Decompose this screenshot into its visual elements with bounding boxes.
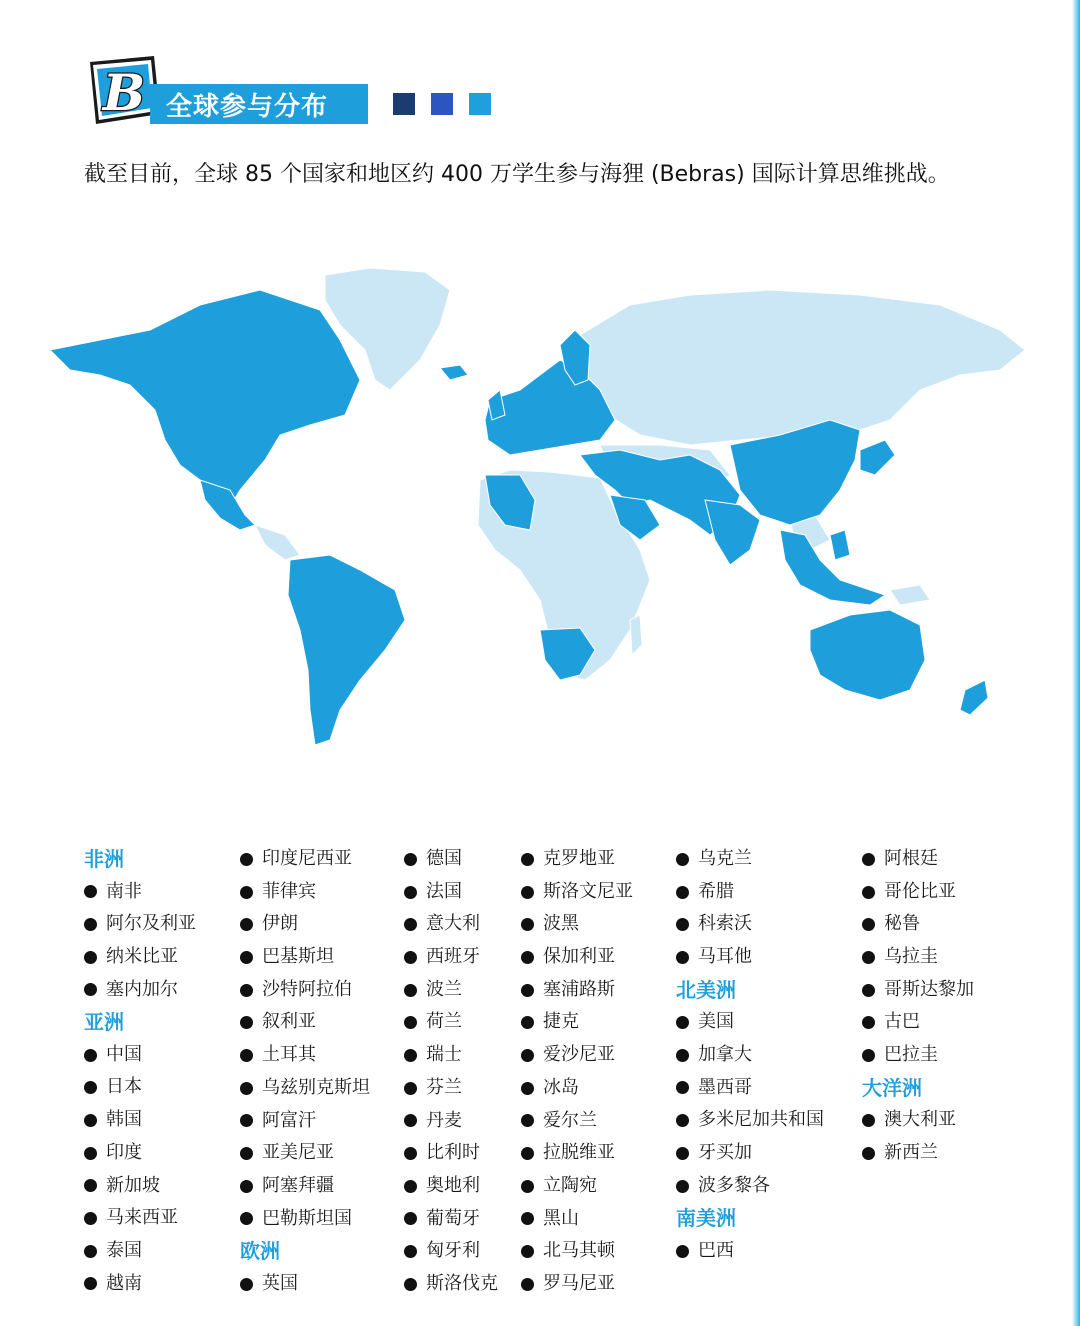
country-name: 斯洛伐克: [426, 1272, 498, 1294]
country-item: [404, 908, 498, 941]
map-region: [860, 440, 895, 475]
bullet-icon: [240, 1016, 253, 1029]
bullet-icon: [521, 1016, 534, 1029]
bullet-icon: [521, 1180, 534, 1193]
country-item: [676, 1104, 824, 1137]
country-item: [404, 843, 498, 876]
country-item: [240, 908, 370, 941]
region-heading: 欧洲: [240, 1239, 280, 1264]
bullet-icon: [862, 1016, 875, 1029]
bullet-icon: [862, 1049, 875, 1062]
country-name: 阿塞拜疆: [262, 1174, 334, 1196]
bullet-icon: [404, 1016, 417, 1029]
country-name: 秘鲁: [884, 913, 920, 935]
country-item: [84, 908, 196, 941]
country-name: 牙买加: [698, 1142, 752, 1163]
country-name: 丹麦: [426, 1109, 462, 1131]
bullet-icon: [84, 1245, 97, 1258]
country-name: 罗马尼亚: [543, 1272, 615, 1294]
list-column-2: [240, 843, 370, 1300]
country-item: [404, 1235, 498, 1268]
country-name: 奥地利: [426, 1174, 480, 1196]
map-region: [630, 615, 642, 655]
country-item: [240, 1203, 370, 1236]
country-item: [84, 1202, 196, 1235]
bullet-icon: [404, 1082, 417, 1095]
map-region: [810, 610, 925, 700]
country-name: 捷克: [543, 1011, 579, 1033]
bullet-icon: [240, 886, 253, 899]
map-region: [830, 530, 850, 560]
region-heading: 大洋洲: [862, 1075, 922, 1100]
bullet-icon: [84, 951, 97, 964]
bullet-icon: [676, 918, 689, 931]
bullet-icon: [84, 983, 97, 996]
country-item: [240, 876, 370, 909]
country-name: 法国: [426, 880, 462, 902]
country-item: [521, 1072, 633, 1105]
bullet-icon: [404, 1147, 417, 1160]
country-item: [240, 1170, 370, 1203]
bullet-icon: [676, 1147, 689, 1160]
country-name: 波黑: [543, 913, 579, 935]
region-heading: 亚洲: [84, 1010, 124, 1035]
country-name: 英国: [262, 1272, 298, 1294]
bullet-icon: [862, 984, 875, 997]
country-name: 伊朗: [262, 913, 298, 935]
country-name: 芬兰: [426, 1076, 462, 1098]
country-item: [404, 941, 498, 974]
country-name: 希腊: [698, 880, 734, 902]
country-name: 马来西亚: [106, 1207, 178, 1229]
country-item: [521, 941, 633, 974]
country-name: 菲律宾: [262, 880, 316, 902]
country-item: [521, 1268, 633, 1301]
country-item: [521, 1203, 633, 1236]
map-region: [890, 585, 930, 605]
bullet-icon: [84, 1049, 97, 1062]
bullet-icon: [240, 1147, 253, 1160]
country-name: 古巴: [884, 1011, 920, 1033]
country-item: [240, 1072, 370, 1105]
country-item: [862, 1006, 974, 1039]
bullet-icon: [84, 885, 97, 898]
country-name: 黑山: [543, 1207, 579, 1229]
country-name: 日本: [106, 1076, 142, 1098]
bullet-icon: [404, 1245, 417, 1258]
country-item: [676, 876, 824, 909]
map-region: [288, 555, 405, 745]
country-item: [84, 1268, 196, 1301]
country-name: 巴基斯坦: [262, 946, 334, 968]
bullet-icon: [521, 918, 534, 931]
country-item: [676, 1137, 824, 1170]
country-name: 中国: [106, 1043, 142, 1065]
section-title-banner: [150, 84, 368, 124]
country-name: 巴西: [698, 1239, 734, 1261]
bullet-icon: [676, 853, 689, 866]
bullet-icon: [521, 1212, 534, 1225]
bullet-icon: [862, 918, 875, 931]
country-name: 泰国: [106, 1239, 142, 1261]
country-item: [240, 1137, 370, 1170]
country-item: [404, 974, 498, 1007]
bullet-icon: [240, 1278, 253, 1291]
list-column-3: [404, 843, 498, 1301]
bullet-icon: [521, 1278, 534, 1291]
country-name: 阿富汗: [262, 1109, 316, 1131]
country-item: [84, 876, 196, 909]
country-item: [862, 1039, 974, 1072]
bullet-icon: [84, 1114, 97, 1127]
country-name: 西班牙: [426, 946, 480, 968]
country-name: 马耳他: [698, 946, 752, 968]
bullet-icon: [84, 1147, 97, 1160]
country-name: 塞浦路斯: [543, 978, 615, 1000]
bullet-icon: [521, 1245, 534, 1258]
map-region: [705, 500, 760, 565]
bullet-icon: [404, 853, 417, 866]
region-heading: 北美洲: [676, 977, 736, 1002]
country-item: [862, 974, 974, 1007]
country-item: [862, 908, 974, 941]
country-item: [521, 1137, 633, 1170]
country-name: 拉脱维亚: [543, 1142, 615, 1164]
bullet-icon: [240, 1114, 253, 1127]
bullet-icon: [676, 1016, 689, 1029]
right-edge-bar: [1072, 0, 1080, 1326]
country-name: 澳大利亚: [884, 1109, 956, 1131]
country-item: [240, 941, 370, 974]
country-item: [404, 1105, 498, 1138]
country-name: 塞内加尔: [106, 978, 178, 1000]
country-name: 新西兰: [884, 1142, 938, 1163]
bullet-icon: [240, 1049, 253, 1062]
bullet-icon: [84, 1277, 97, 1290]
country-name: 波多黎各: [698, 1174, 770, 1196]
bullet-icon: [521, 1049, 534, 1062]
country-name: 保加利亚: [543, 946, 615, 968]
square-light: [469, 93, 491, 115]
bullet-icon: [521, 1114, 534, 1127]
bullet-icon: [240, 853, 253, 866]
list-column-5: [676, 843, 824, 1268]
country-item: [404, 1137, 498, 1170]
country-item: [676, 1072, 824, 1105]
country-name: 乌克兰: [698, 848, 752, 869]
country-item: [84, 1104, 196, 1137]
country-item: [862, 1137, 974, 1170]
logo-letter: B: [102, 63, 146, 122]
country-name: 沙特阿拉伯: [262, 978, 352, 1000]
country-name: 乌兹别克斯坦: [262, 1076, 370, 1098]
list-column-4: [521, 843, 633, 1301]
country-name: 爱沙尼亚: [543, 1044, 615, 1066]
bullet-icon: [521, 951, 534, 964]
country-item: [521, 974, 633, 1007]
square-dark: [393, 93, 415, 115]
country-item: [521, 1039, 633, 1072]
country-name: 波兰: [426, 978, 462, 1000]
bullet-icon: [240, 984, 253, 997]
country-item: [240, 1006, 370, 1039]
country-item: [84, 1137, 196, 1170]
country-name: 南非: [106, 880, 142, 902]
country-item: [84, 974, 196, 1007]
country-name: 韩国: [106, 1109, 142, 1131]
bullet-icon: [521, 886, 534, 899]
country-item: [862, 876, 974, 909]
bullet-icon: [862, 886, 875, 899]
country-item: [84, 1071, 196, 1104]
country-item: [676, 1039, 824, 1072]
bullet-icon: [676, 1049, 689, 1062]
bullet-icon: [521, 853, 534, 866]
country-name: 北马其顿: [543, 1240, 615, 1262]
country-item: [240, 1039, 370, 1072]
country-name: 阿尔及利亚: [106, 913, 196, 935]
country-name: 越南: [106, 1272, 142, 1294]
bullet-icon: [676, 1114, 689, 1127]
country-name: 哥伦比亚: [884, 880, 956, 902]
bullet-icon: [404, 984, 417, 997]
country-item: [404, 1039, 498, 1072]
country-item: [404, 1203, 498, 1236]
country-name: 土耳其: [262, 1044, 316, 1066]
country-item: [862, 1104, 974, 1137]
country-name: 新加坡: [106, 1174, 160, 1196]
bullet-icon: [521, 1082, 534, 1095]
map-region: [440, 365, 468, 380]
country-name: 立陶宛: [543, 1174, 597, 1196]
country-item: [521, 876, 633, 909]
country-item: [404, 1268, 498, 1301]
country-name: 冰岛: [543, 1076, 579, 1098]
bullet-icon: [521, 984, 534, 997]
country-item: [521, 1006, 633, 1039]
country-item: [404, 1170, 498, 1203]
region-heading: 非洲: [84, 847, 124, 871]
country-name: 印度: [106, 1141, 142, 1163]
country-name: 荷兰: [426, 1011, 462, 1033]
country-name: 哥斯达黎加: [884, 978, 974, 1000]
country-item: [521, 908, 633, 941]
country-name: 瑞士: [426, 1044, 462, 1066]
bullet-icon: [862, 853, 875, 866]
country-name: 阿根廷: [884, 848, 938, 869]
country-name: 美国: [698, 1011, 734, 1033]
bullet-icon: [404, 1180, 417, 1193]
section-title: 全球参与分布: [166, 91, 329, 122]
country-item: [404, 1072, 498, 1105]
bullet-icon: [240, 918, 253, 931]
country-item: [404, 876, 498, 909]
country-item: [521, 1105, 633, 1138]
country-name: 多米尼加共和国: [698, 1109, 824, 1131]
map-region: [960, 680, 988, 715]
country-item: [84, 1170, 196, 1203]
country-item: [862, 843, 974, 876]
region-heading: 南美洲: [676, 1206, 736, 1231]
country-item: [521, 843, 633, 876]
bullet-icon: [676, 951, 689, 964]
country-item: [240, 1268, 370, 1301]
country-name: 亚美尼亚: [262, 1142, 334, 1164]
country-name: 斯洛文尼亚: [543, 880, 633, 902]
bullet-icon: [240, 1180, 253, 1193]
bullet-icon: [404, 1114, 417, 1127]
bullet-icon: [240, 1212, 253, 1225]
country-item: [404, 1006, 498, 1039]
country-name: 葡萄牙: [426, 1207, 480, 1229]
country-item: [676, 908, 824, 941]
bullet-icon: [404, 886, 417, 899]
country-name: 加拿大: [698, 1043, 752, 1065]
map-region: [580, 290, 1025, 445]
world-map: [40, 250, 1040, 770]
bullet-icon: [676, 1180, 689, 1193]
country-name: 巴拉圭: [884, 1044, 938, 1066]
country-item: [240, 974, 370, 1007]
bullet-icon: [404, 918, 417, 931]
country-item: [84, 1235, 196, 1268]
country-name: 叙利亚: [262, 1011, 316, 1033]
bullet-icon: [521, 1147, 534, 1160]
country-item: [84, 1039, 196, 1072]
country-name: 印度尼西亚: [262, 848, 352, 869]
country-name: 纳米比亚: [106, 945, 178, 967]
bullet-icon: [676, 1245, 689, 1258]
country-item: [84, 941, 196, 974]
bullet-icon: [240, 951, 253, 964]
bullet-icon: [676, 886, 689, 899]
country-item: [676, 941, 824, 974]
country-item: [676, 1006, 824, 1039]
bullet-icon: [84, 1212, 97, 1225]
country-item: [240, 1105, 370, 1138]
country-name: 墨西哥: [698, 1076, 752, 1098]
country-item: [862, 941, 974, 974]
list-column-6: [862, 843, 974, 1170]
country-item: [240, 843, 370, 876]
country-item: [676, 1235, 824, 1268]
country-name: 德国: [426, 848, 462, 869]
decorative-squares: [393, 93, 491, 115]
country-item: [521, 1235, 633, 1268]
country-name: 克罗地亚: [543, 848, 615, 869]
bullet-icon: [84, 918, 97, 931]
country-name: 巴勒斯坦国: [262, 1207, 352, 1229]
bullet-icon: [862, 1147, 875, 1160]
country-name: 爱尔兰: [543, 1109, 597, 1131]
country-name: 匈牙利: [426, 1240, 480, 1262]
country-name: 科索沃: [698, 913, 752, 935]
bullet-icon: [404, 1049, 417, 1062]
country-item: [676, 843, 824, 876]
bullet-icon: [404, 1278, 417, 1291]
country-item: [676, 1170, 824, 1203]
bullet-icon: [404, 1212, 417, 1225]
country-name: 乌拉圭: [884, 946, 938, 968]
bullet-icon: [240, 1082, 253, 1095]
bullet-icon: [404, 951, 417, 964]
bullet-icon: [84, 1081, 97, 1094]
bullet-icon: [84, 1179, 97, 1192]
intro-text: 截至目前，全球 85 个国家和地区约 400 万学生参与海狸 (Bebras) 国际计算思维挑战。: [84, 162, 950, 187]
list-column-1: [84, 843, 196, 1300]
square-mid: [431, 93, 453, 115]
map-region: [255, 525, 300, 560]
bullet-icon: [862, 1114, 875, 1127]
country-name: 意大利: [426, 913, 480, 935]
bullet-icon: [862, 951, 875, 964]
country-name: 比利时: [426, 1142, 480, 1164]
country-item: [521, 1170, 633, 1203]
bullet-icon: [676, 1081, 689, 1094]
